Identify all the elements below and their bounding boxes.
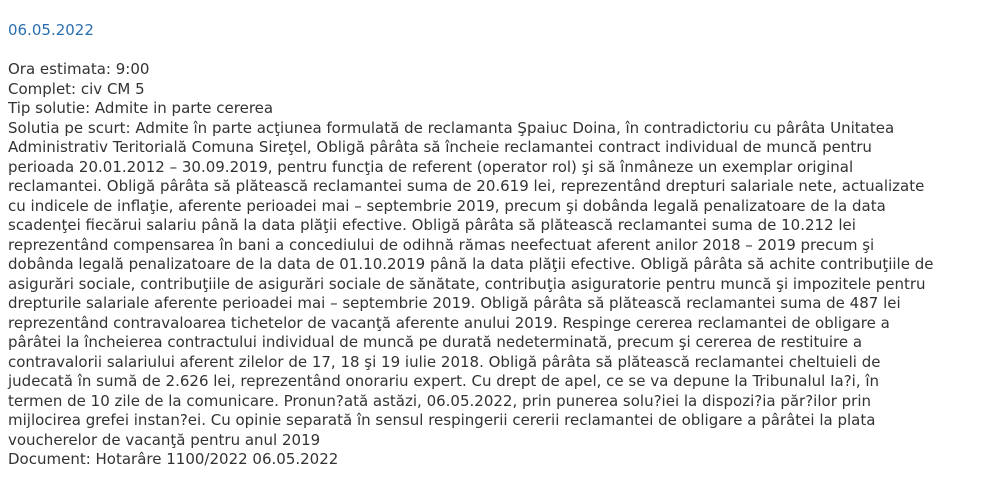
case-details — [8, 60, 938, 470]
estimated-time: Ora estimata: 9:00 — [8, 60, 150, 78]
solution-summary: Solutia pe scurt: Admite în parte acţiunea formulată de reclamanta Şpaiuc Doina, în contradictoriu cu pârâta Unitatea Administrativ Teritorială Comuna Sireţel, Obligă pârâta să încheie reclamantei contract individual de muncă pentru perioada 20.01.2012 – 30.09.2019, pentru funcţia de referent (operator rol) şi să înmâneze un exemplar original reclamantei. Obligă pârâta să plătească reclamantei suma de 20.619 lei, reprezentând drepturi salariale nete, actualizate cu indicele de inflaţie, aferente perioadei mai – septembrie 2019, precum şi dobânda legală penalizatoare de la data scadenţei fiecărui salariu până la data plăţii efective. Obligă pârâta să plătească reclamantei suma de 10.212 lei reprezentând compensarea în bani a concediului de odihnă rămas neefectuat aferent anilor 2018 – 2019 precum şi dobânda legală penalizatoare de la data de 01.10.2019 până la data plăţii efective. Obligă pârâta să achite contribuţiile de asigurări sociale, contribuţiile de asigurări sociale de sănătate, contribuţia asiguratorie pentru muncă şi impozitele pentru drepturile salariale aferente perioadei mai – septembrie 2019. Obligă pârâta să plătească reclamantei suma de 487 lei reprezentând contravaloarea tichetelor de vacanţă aferente anului 2019. Respinge cererea reclamantei de obligare a pârâtei la încheierea contractului individual de muncă pe durată nedeterminată, precum şi cererea de restituire a contravalorii salariului aferent zilelor de 17, 18 şi 19 iulie 2018. Obligă pârâta să plătească reclamantei cheltuieli de judecată în sumă de 2.626 lei, reprezentând onorariu expert. Cu drept de apel, ce se va depune la Tribunalul Ia?i, în termen de 10 zile de la comunicare. Pronun?ată astăzi, 06.05.2022, prin punerea solu?iei la dispozi?ia păr?ilor prin mijlocirea grefei instan?ei. Cu opinie separată în sensul respingerii cererii reclamantei de obligare a pârâtei la plata voucherelor de vacanţă pentru anul 2019 — [8, 118, 934, 449]
panel: Complet: civ CM 5 — [8, 79, 145, 98]
case-entry — [8, 20, 938, 470]
hearing-date: 06.05.2022 — [8, 21, 94, 39]
document-reference: Document: Hotarâre 1100/2022 06.05.2022 — [8, 450, 339, 468]
solution-type: Tip solutie: Admite in parte cererea — [8, 99, 274, 117]
